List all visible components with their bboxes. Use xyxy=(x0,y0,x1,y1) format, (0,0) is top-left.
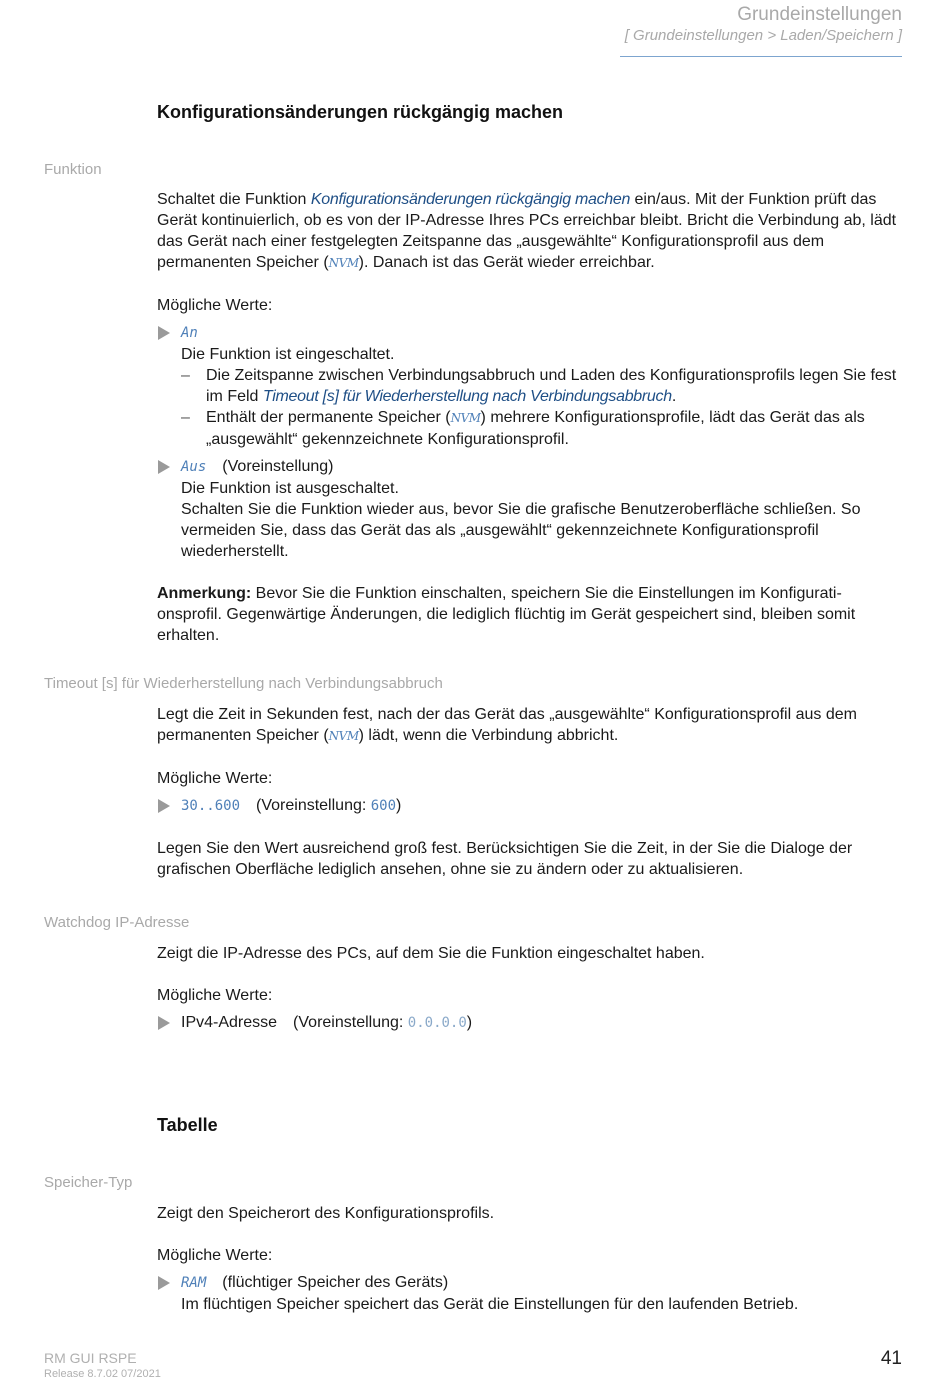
text: Die Zeitspanne zwischen Verbindungsabbruch und Laden des Konfigurationsprofils legen Sie fest im Feld xyxy=(206,367,897,405)
possible-values-label: Mögliche Werte: xyxy=(157,1247,273,1264)
value-description: Im flüchtigen Speicher speichert das Gerät die Einstellungen für den laufenden Betrieb. xyxy=(181,1296,799,1313)
param-description xyxy=(157,189,903,274)
value-description: Die Funktion ist ausgeschaltet. xyxy=(181,480,399,497)
nvm-term: NVM xyxy=(328,256,359,270)
timeout-field-link[interactable]: Timeout [s] für Wiederherstellung nach Verbindungsabbruch xyxy=(262,388,672,405)
text: ein/aus. Mit der Funktion prüft das Gerät kontinuierlich, ob es von der IP-Adresse Ihres PCs erreichbar bleibt. Bricht die Verbindung ab, lädt das Gerät nach einer festgelegten Zeitspanne das „ausgewählte“ Konfigurationsprofil aus dem permanenten Speicher ( xyxy=(157,191,897,271)
text: (Voreinstellung: xyxy=(293,1014,408,1031)
text: . xyxy=(671,388,677,405)
section-heading: Konfigurationsänderungen rückgängig machen xyxy=(157,102,564,122)
dash-bullet-icon: – xyxy=(181,409,190,426)
triangle-bullet-icon xyxy=(158,799,170,813)
note-label: Anmerkung: xyxy=(157,585,252,602)
param-body-watchdog xyxy=(157,943,903,1034)
footer-release: Release 8.7.02 07/2021 xyxy=(44,1368,161,1380)
param-description: Zeigt die IP-Adresse des PCs, auf dem Sie die Funktion eingeschaltet haben. xyxy=(157,945,705,962)
chapter-title: Grundeinstellungen xyxy=(737,4,902,25)
value-item-range xyxy=(157,795,903,817)
triangle-bullet-icon xyxy=(158,326,170,340)
text: ) xyxy=(396,797,402,814)
note xyxy=(157,583,903,646)
param-description xyxy=(157,704,903,747)
value-item-an xyxy=(157,322,903,450)
param-body-speicher-typ xyxy=(157,1203,903,1315)
text: ). Danach ist das Gerät wieder erreichbar. xyxy=(358,254,655,271)
text: ) mehrere Konfigurationsprofile, lädt das Gerät das als „ausgewählt“ gekennzeichnete Konfigurationsprofil. xyxy=(206,409,865,448)
sub-item xyxy=(181,407,903,450)
function-link[interactable]: Konfigurationsänderungen rückgängig machen xyxy=(310,191,631,208)
text: ) lädt, wenn die Verbindung abbricht. xyxy=(358,727,619,744)
possible-values-label: Mögliche Werte: xyxy=(157,297,273,314)
default-note: (Voreinstellung) xyxy=(222,458,334,475)
value-note: (flüchtiger Speicher des Geräts) xyxy=(222,1274,449,1291)
value-name: IPv4-Adresse xyxy=(181,1014,278,1031)
text: ) xyxy=(466,1014,473,1031)
param-label-watchdog: Watchdog IP-Adresse xyxy=(44,914,190,931)
note-text: Bevor Sie die Funktion einschalten, speichern Sie die Einstellungen im Konfigurati-onsprofil. Gegenwärtige Änderungen, die lediglich flüchtig im Gerät gespeichert sind, bleiben somit erhalten. xyxy=(157,585,856,644)
section-heading: Tabelle xyxy=(157,1115,218,1135)
value-item-ram xyxy=(157,1272,903,1315)
value-name: Aus xyxy=(181,459,207,475)
param-body-funktion xyxy=(157,189,903,646)
triangle-bullet-icon xyxy=(158,1276,170,1290)
possible-values-label: Mögliche Werte: xyxy=(157,770,273,787)
default-value: 600 xyxy=(370,798,397,814)
default-value: 0.0.0.0 xyxy=(407,1015,467,1031)
text: Legt die Zeit in Sekunden fest, nach der das Gerät das „ausgewählte“ Konfigurationsprofil aus dem permanenten Speicher ( xyxy=(157,706,857,744)
param-body-timeout xyxy=(157,704,903,880)
value-item-aus xyxy=(157,456,903,562)
value-name: RAM xyxy=(181,1275,207,1291)
value-name: An xyxy=(181,325,198,341)
dash-bullet-icon: – xyxy=(181,367,190,384)
param-description: Zeigt den Speicherort des Konfigurationsprofils. xyxy=(157,1205,495,1222)
nvm-term: NVM xyxy=(328,729,359,743)
footer-document-name: RM GUI RSPE xyxy=(44,1350,137,1366)
triangle-bullet-icon xyxy=(158,1016,170,1030)
value-range: 30..600 xyxy=(181,798,241,814)
text: Enthält der permanente Speicher ( xyxy=(206,409,451,426)
header-divider xyxy=(620,56,902,57)
param-label-timeout: Timeout [s] für Wiederherstellung nach Verbindungsabbruch xyxy=(44,675,443,692)
param-hint: Legen Sie den Wert ausreichend groß fest. Berücksichtigen Sie die Zeit, in der Sie die Dialoge der grafischen Oberfläche lediglich ansehen, ohne sie zu ändern oder zu aktualisieren. xyxy=(157,840,853,878)
value-description: Die Funktion ist eingeschaltet. xyxy=(181,346,395,363)
nvm-term: NVM xyxy=(450,411,481,425)
breadcrumb: [ Grundeinstellungen > Laden/Speichern ] xyxy=(624,27,902,44)
possible-values-label: Mögliche Werte: xyxy=(157,987,273,1004)
param-label-speicher-typ: Speicher-Typ xyxy=(44,1174,133,1191)
text: (Voreinstellung: xyxy=(256,797,371,814)
triangle-bullet-icon xyxy=(158,460,170,474)
value-description: Schalten Sie die Funktion wieder aus, bevor Sie die grafische Benutzeroberfläche schließen. So vermeiden Sie, dass das Gerät das als „ausgewählt“ gekennzeichnete Konfigurationsprofil wiederherstellt. xyxy=(181,501,861,560)
page-number: 41 xyxy=(880,1348,902,1369)
value-item-ipv4 xyxy=(157,1012,903,1034)
param-label-funktion: Funktion xyxy=(44,161,102,178)
sub-item xyxy=(181,365,903,407)
text: Schaltet die Funktion xyxy=(157,191,311,208)
